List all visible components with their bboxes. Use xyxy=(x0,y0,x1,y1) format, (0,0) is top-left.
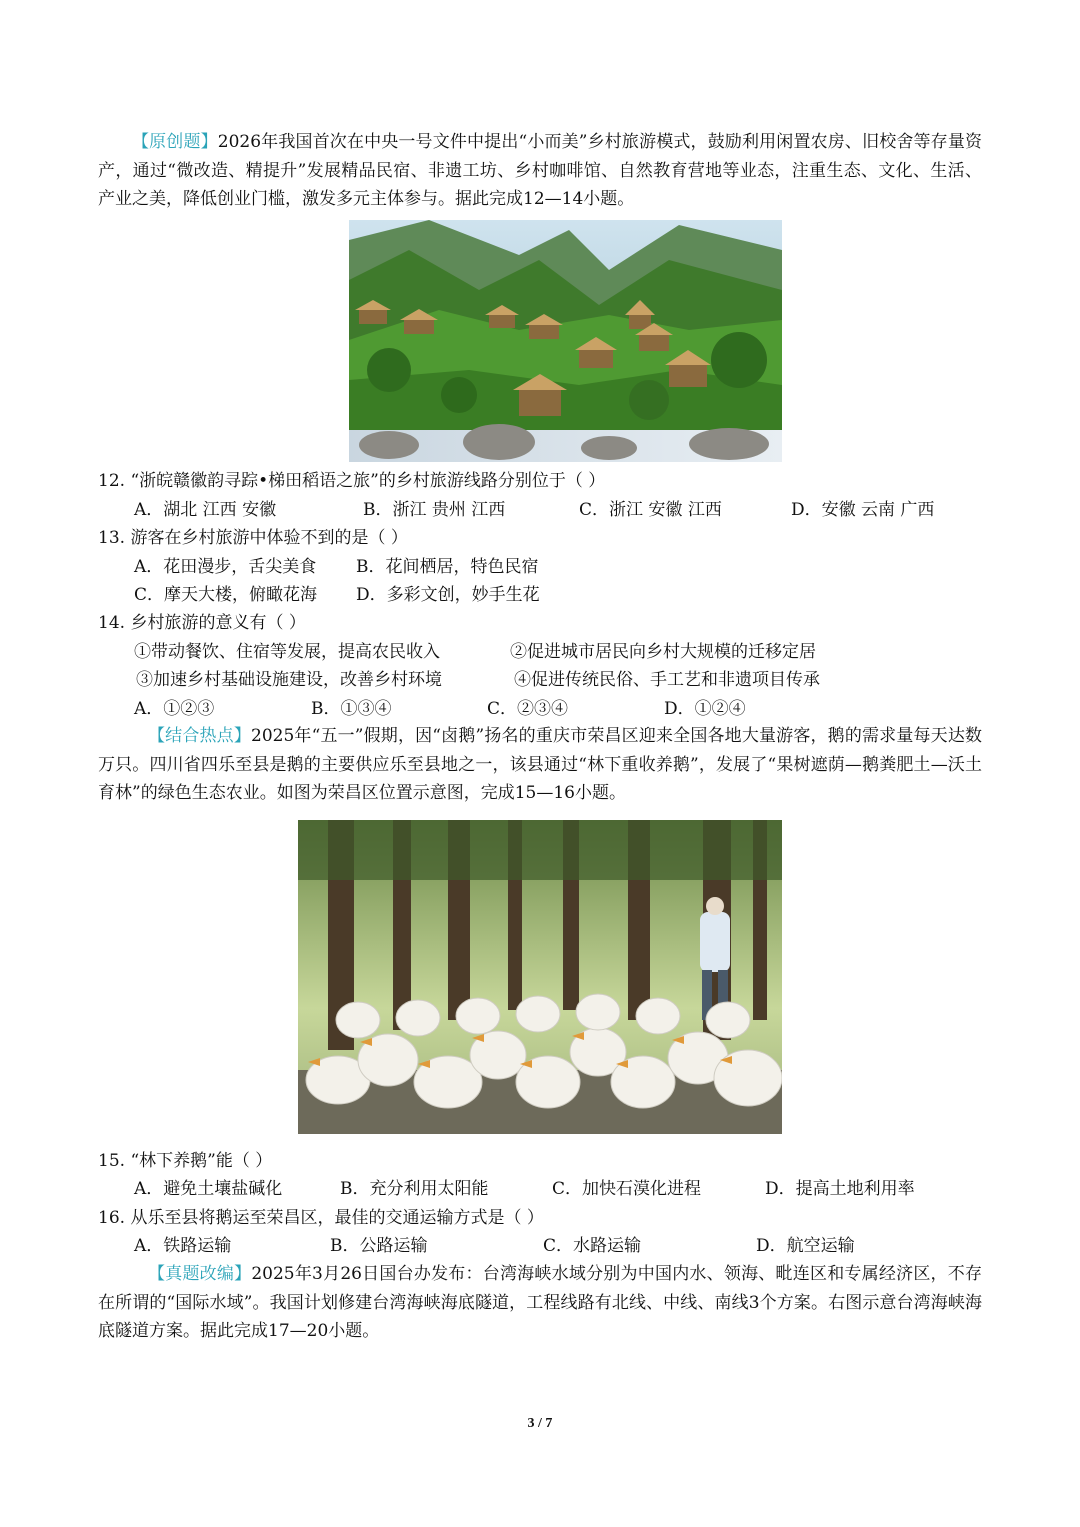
intro-hot-topic-text: 2025年“五一”假期，因“卤鹅”扬名的重庆市荣昌区迎来全国各地大量游客，鹅的需求量每天达数万只。四川省四乐至县是鹅的主要供应乐至县地之一，该县通过“林下重收养鹅”，发展了“果树遮荫—鹅粪肥土—沃土育林”的绿色生态农业。如图为荣昌区位置示意图，完成15—16小题。 xyxy=(98,726,982,803)
q15-option-d[interactable]: D．提高土地利用率 xyxy=(765,1179,915,1199)
q13-option-c[interactable]: C．摩天大楼，俯瞰花海 xyxy=(134,585,318,605)
q15-stem: 15. “林下养鹅”能（ ） xyxy=(98,1151,273,1171)
q13-options-row2 xyxy=(134,581,614,609)
tag-hot-topic: 【结合热点】 xyxy=(148,726,251,746)
q14-option-b[interactable]: B．①③④ xyxy=(311,699,392,719)
q14-items-row1 xyxy=(134,638,894,666)
q14-item-2: ②促进城市居民向乡村大规模的迁移定居 xyxy=(510,642,816,662)
intro-exam-adapted xyxy=(98,1260,982,1346)
q16-option-b[interactable]: B．公路运输 xyxy=(330,1236,428,1256)
tag-exam-adapted: 【真题改编】 xyxy=(148,1264,252,1284)
q13-option-b[interactable]: B．花间栖居，特色民宿 xyxy=(356,557,539,577)
q12-option-a[interactable]: A．湖北 江西 安徽 xyxy=(134,500,277,520)
q14-item-1: ①带动餐饮、住宿等发展，提高农民收入 xyxy=(134,642,440,662)
intro-exam-adapted-text: 2025年3月26日国台办发布：台湾海峡水域分别为中国内水、领海、毗连区和专属经济区，不存在所谓的“国际水域”。我国计划修建台湾海峡海底隧道，工程线路有北线、中线、南线3个方案。右图示意台湾海峡海底隧道方案。据此完成17—20小题。 xyxy=(98,1264,982,1341)
q14-stem: 14. 乡村旅游的意义有（ ） xyxy=(98,613,306,633)
q14-option-d[interactable]: D．①②④ xyxy=(664,699,746,719)
q14-option-c[interactable]: C．②③④ xyxy=(487,699,569,719)
intro-hot-topic xyxy=(98,722,982,808)
q12-options xyxy=(134,496,974,524)
geese-forest-photo xyxy=(298,820,782,1134)
q12-option-b[interactable]: B．浙江 贵州 江西 xyxy=(363,500,506,520)
q14-item-3: ③加速乡村基础设施建设，改善乡村环境 xyxy=(136,670,442,690)
q14-options xyxy=(134,695,774,723)
tag-original: 【原创题】 xyxy=(132,132,218,152)
q16-option-c[interactable]: C．水路运输 xyxy=(543,1236,642,1256)
q14-items-row2 xyxy=(134,666,894,694)
q14-item-4: ④促进传统民俗、手工艺和非遗项目传承 xyxy=(514,670,820,690)
intro-original-question xyxy=(98,128,982,214)
q12-stem: 12. “浙皖赣徽韵寻踪•梯田稻语之旅”的乡村旅游线路分别位于（ ） xyxy=(98,471,606,491)
q12-option-d[interactable]: D．安徽 云南 广西 xyxy=(791,500,935,520)
q13-options-row1 xyxy=(134,553,614,581)
q13-option-d[interactable]: D．多彩文创，妙手生花 xyxy=(356,585,540,605)
q14-option-a[interactable]: A．①②③ xyxy=(134,699,215,719)
q15-options xyxy=(134,1175,974,1203)
q16-option-d[interactable]: D．航空运输 xyxy=(756,1236,855,1256)
q13-option-a[interactable]: A．花田漫步，舌尖美食 xyxy=(134,557,317,577)
q15-option-c[interactable]: C．加快石漠化进程 xyxy=(552,1179,702,1199)
q16-option-a[interactable]: A．铁路运输 xyxy=(134,1236,232,1256)
q15-option-a[interactable]: A．避免土壤盐碱化 xyxy=(134,1179,283,1199)
village-photo xyxy=(349,220,782,462)
intro-original-text: 2026年我国首次在中央一号文件中提出“小而美”乡村旅游模式，鼓励利用闲置农房、旧校舍等存量资产，通过“微改造、精提升”发展精品民宿、非遗工坊、乡村咖啡馆、自然教育营地等业态，注重生态、文化、生活、产业之美，降低创业门槛，激发多元主体参与。据此完成12—14小题。 xyxy=(98,132,982,209)
q15-option-b[interactable]: B．充分利用太阳能 xyxy=(340,1179,489,1199)
q16-options xyxy=(134,1232,894,1260)
q13-stem: 13. 游客在乡村旅游中体验不到的是（ ） xyxy=(98,528,408,548)
page-number: 3 / 7 xyxy=(527,1416,553,1431)
q16-stem: 16. 从乐至县将鹅运至荣昌区，最佳的交通运输方式是（ ） xyxy=(98,1208,544,1228)
q12-option-c[interactable]: C．浙江 安徽 江西 xyxy=(579,500,722,520)
